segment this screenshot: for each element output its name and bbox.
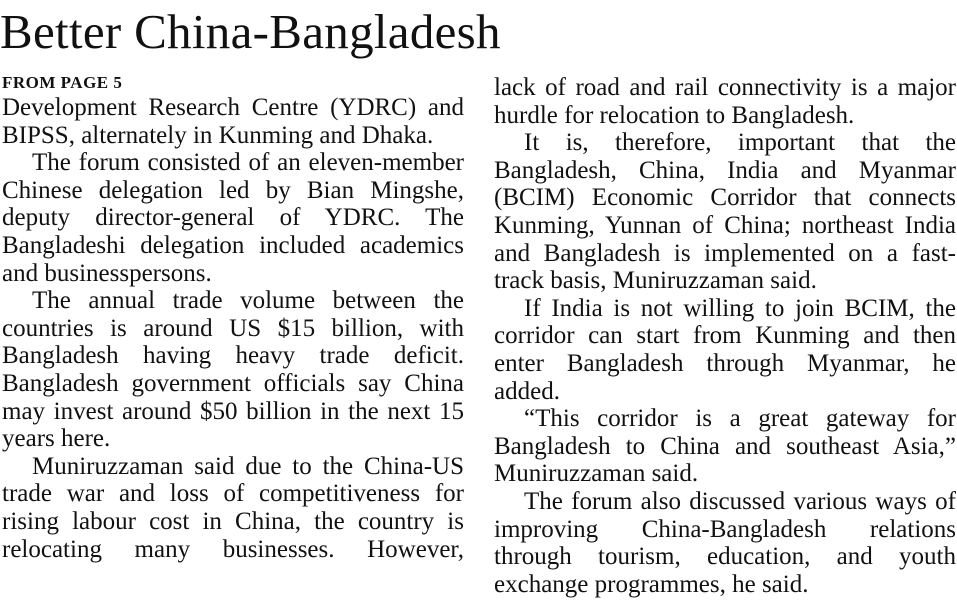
paragraph: Muniruzzaman said due to the China-US trade war and loss of competitiveness for rising labour cost in China, the country is relocating many businesses. However, — [2, 452, 464, 563]
paragraph: The annual trade volume between the countries is around US $15 billion, with Bangladesh having heavy trade deficit. Bangladesh government officials say China may invest around $50 billion in the next 15 years here. — [2, 287, 464, 453]
paragraph: The forum also discussed various ways of improving China-Bangladesh relations through tourism, education, and youth exchange programmes, he said. — [494, 487, 956, 598]
paragraph: “This corridor is a great gateway for Bangladesh to China and southeast Asia,” Muniruzzaman said. — [494, 405, 956, 488]
paragraph: If India is not willing to join BCIM, the corridor can start from Kunming and then enter Bangladesh through Myanmar, he added. — [494, 294, 956, 405]
headline: Better China-Bangladesh — [0, 4, 501, 59]
paragraph: lack of road and rail connectivity is a major hurdle for relocation to Bangladesh. — [494, 74, 956, 129]
paragraph: Development Research Centre (YDRC) and BIPSS, alternately in Kunming and Dhaka. — [2, 94, 464, 149]
paragraph: The forum consisted of an eleven-member Chinese delegation led by Bian Mingshe, deputy director-general of YDRC. The Bangladeshi delegation included academics and businesspersons. — [2, 149, 464, 287]
paragraph: It is, therefore, important that the Bangladesh, China, India and Myanmar (BCIM) Economic Corridor that connects Kunming, Yunnan of China; northeast India and Bangladesh is implemented on a fast-track basis, Muniruzzaman said. — [494, 129, 956, 295]
article-column-left — [2, 72, 464, 563]
article-column-right — [494, 74, 956, 598]
continuation-kicker: FROM PAGE 5 — [2, 73, 123, 92]
